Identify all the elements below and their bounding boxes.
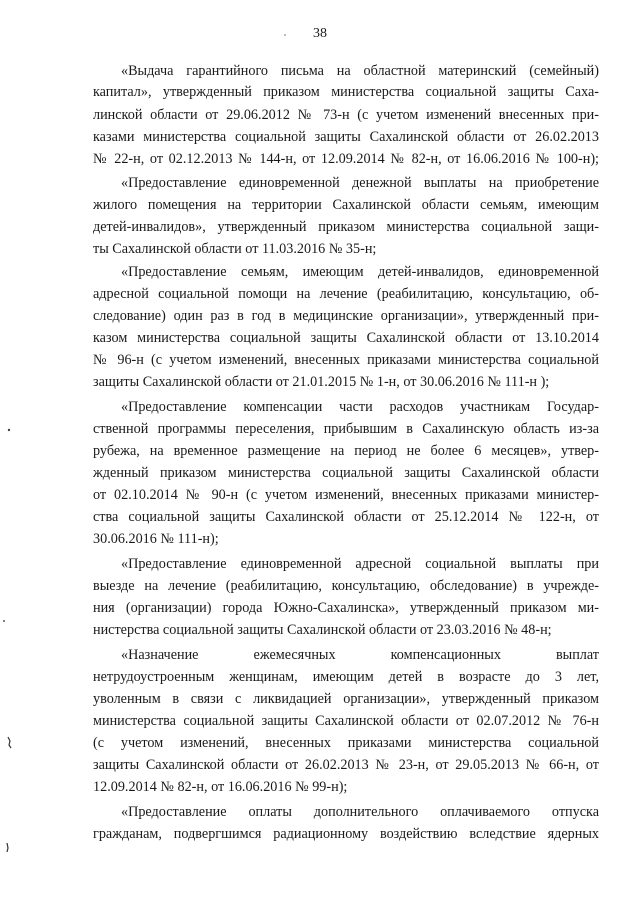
text-line: ния (организации) города Южно-Сахалинска», утвержденный приказом ми- (93, 600, 599, 616)
scan-speck (3, 620, 5, 622)
text-line: 12.09.2014 № 82-н, от 16.06.2016 № 99-н); (93, 779, 348, 795)
text-line: № 22-н, от 02.12.2013 № 144-н, от 12.09.2014 № 82-н, от 16.06.2016 № 100-н); (93, 151, 599, 167)
text-line: «Выдача гарантийного письма на областной материнский (семейный) (121, 63, 599, 79)
text-line: детей-инвалидов», утвержденный приказом министерства социальной защи- (93, 219, 599, 235)
scan-speck (7, 843, 8, 852)
text-line: (с учетом изменений, внесенных приказами министерства социальной (93, 735, 599, 751)
text-line: адресной социальной помощи на лечение (реабилитацию, консультацию, об- (93, 286, 599, 302)
text-line: казами министерства социальной защиты Сахалинской области от 26.02.2013 (93, 129, 599, 145)
text-line: следование) один раз в год в медицинские организации», утвержденный при- (93, 308, 599, 324)
page-number: 38 (313, 26, 327, 41)
text-line: «Предоставление единовременной денежной выплаты на приобретение (121, 175, 599, 191)
text-line: 30.06.2016 № 111-н); (93, 531, 219, 547)
text-line: нетрудоустроенным женщинам, имеющим детей в возрасте до 3 лет, (93, 669, 599, 685)
text-line: защиты Сахалинской области от 26.02.2013 № 23-н, от 29.05.2013 № 66-н, от (93, 757, 599, 773)
text-line: министерства социальной защиты Сахалинской области от 02.07.2012 № 76-н (93, 713, 599, 729)
scan-speck (8, 429, 10, 431)
text-line: капитал», утвержденный приказом министерства социальной защиты Саха- (93, 84, 599, 100)
text-line: выезде на лечение (реабилитацию, консультацию, обследование) в учрежде- (93, 578, 599, 594)
text-line: жденный приказом министерства социальной защиты Сахалинской области (93, 465, 599, 481)
text-line: «Предоставление семьям, имеющим детей-инвалидов, единовременной (121, 264, 599, 280)
text-line: ственной программы переселения, прибывшим в Сахалинскую область из-за (93, 421, 599, 437)
scan-speck (8, 737, 11, 748)
text-line: «Назначение ежемесячных компенсационных выплат (121, 647, 599, 663)
text-line: рубежа, на временное размещение на период не более 6 месяцев», утвер- (93, 443, 599, 459)
text-line: ты Сахалинской области от 11.03.2016 № 35-н; (93, 241, 377, 257)
text-line: «Предоставление оплаты дополнительного оплачиваемого отпуска (121, 804, 599, 820)
text-line: от 02.10.2014 № 90-н (с учетом изменений, внесенных приказами министер- (93, 487, 599, 503)
text-line: линской области от 29.06.2012 № 73-н (с учетом изменений внесенных при- (93, 107, 599, 123)
text-line: ства социальной защиты Сахалинской области от 25.12.2014 № 122-н, от (93, 509, 599, 525)
text-line: «Предоставление компенсации части расходов участникам Государ- (121, 399, 599, 415)
text-line: уволенным в связи с ликвидацией организации», утвержденный приказом (93, 691, 599, 707)
text-line: № 96-н (с учетом изменений, внесенных приказами министерства социальной (93, 352, 599, 368)
text-line: жилого помещения на территории Сахалинской области семьям, имеющим (93, 197, 599, 213)
text-line: защиты Сахалинской области от 21.01.2015 № 1-н, от 30.06.2016 № 111-н ); (93, 374, 550, 390)
text-line: гражданам, подвергшимся радиационному воздействию вследствие ядерных (93, 826, 599, 842)
scan-speck (284, 34, 286, 36)
text-line: нистерства социальной защиты Сахалинской области от 23.03.2016 № 48-н; (93, 622, 552, 638)
text-line: «Предоставление единовременной адресной социальной выплаты при (121, 556, 599, 572)
text-line: казом министерства социальной защиты Сахалинской области от 13.10.2014 (93, 330, 599, 346)
